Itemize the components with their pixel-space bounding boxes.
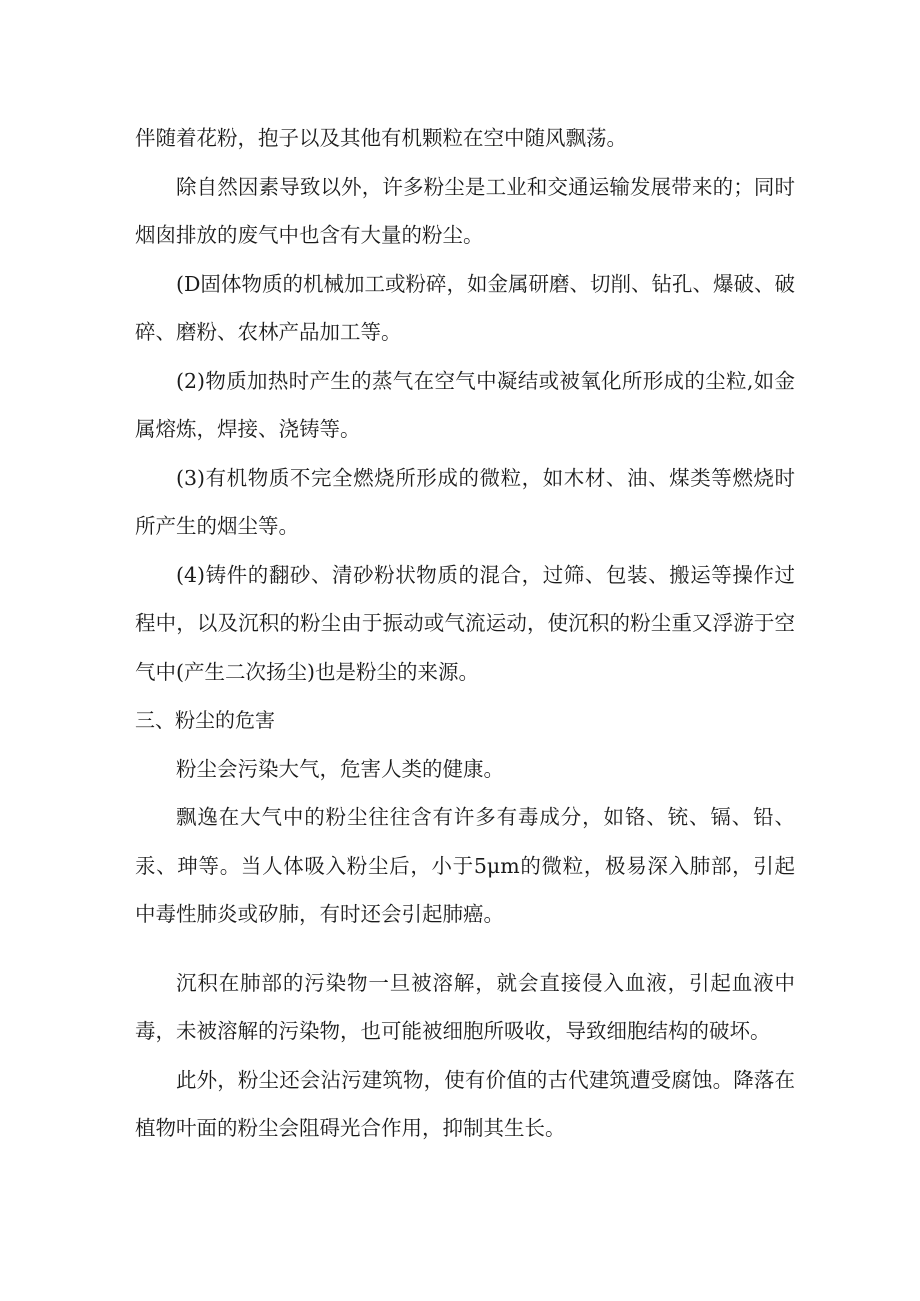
paragraph-source-1: (D固体物质的机械加工或粉碎，如金属研磨、切削、钻孔、爆破、破碎、磨粉、农林产品加工等。 (135, 271, 795, 344)
paragraph-pollen: 伴随着花粉，抱子以及其他有机颗粒在空中随风飘荡。 (135, 126, 627, 150)
paragraph-blood-poisoning: 沉积在肺部的污染物一旦被溶解，就会直接侵入血液，引起血液中毒，未被溶解的污染物，也可能被细胞所吸收，导致细胞结构的破坏。 (135, 970, 795, 1043)
section-heading: 三、粉尘的危害 (135, 708, 275, 732)
paragraph-source-2: (2)物质加热时产生的蒸气在空气中凝结或被氧化所形成的尘粒,如金属熔炼，焊接、浇铸等。 (135, 368, 795, 441)
paragraph-industrial-sources: 除自然因素导致以外，许多粉尘是工业和交通运输发展带来的；同时烟囱排放的废气中也含有大量的粉尘。 (135, 174, 795, 247)
paragraph-source-3: (3)有机物质不完全燃烧所形成的微粒，如木材、油、煤类等燃烧时所产生的烟尘等。 (135, 465, 795, 538)
paragraph-pollution-health: 粉尘会污染大气，危害人类的健康。 (176, 756, 504, 781)
paragraph-buildings-plants: 此外，粉尘还会沾污建筑物，使有价值的古代建筑遭受腐蚀。降落在植物叶面的粉尘会阻碍光合作用，抑制其生长。 (135, 1067, 795, 1140)
document-body (135, 114, 795, 1153)
paragraph-toxic-components: 飘逸在大气中的粉尘往往含有许多有毒成分，如铬、铳、镉、铅、汞、珅等。当人体吸入粉尘后，小于5μm的微粒，极易深入肺部，引起中毒性肺炎或矽肺，有时还会引起肺癌。 (135, 805, 795, 926)
paragraph-source-4: (4)铸件的翻砂、清砂粉状物质的混合，过筛、包装、搬运等操作过程中，以及沉积的粉尘由于振动或气流运动，使沉积的粉尘重又浮游于空气中(产生二次扬尘)也是粉尘的来源。 (135, 562, 795, 684)
